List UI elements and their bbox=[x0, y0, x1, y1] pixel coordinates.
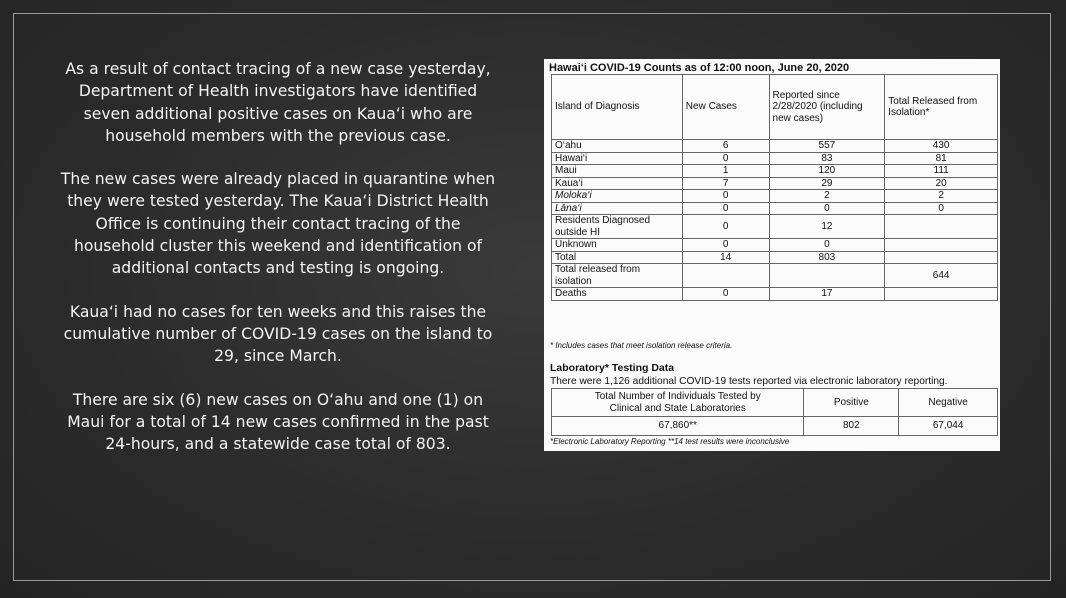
island-name: Maui bbox=[552, 165, 683, 178]
new-cases-value: 0 bbox=[682, 190, 769, 203]
unknown-reported-value: 0 bbox=[769, 239, 885, 252]
paragraph-contact-tracing: As a result of contact tracing of a new case yesterday, Department of Health investigators have identified seven additional positive cases on Kaua‘i who are household members with the previous case. bbox=[65, 60, 491, 145]
deaths-new-value: 0 bbox=[682, 288, 769, 301]
empty-cell bbox=[885, 215, 998, 239]
lab-header-positive: Positive bbox=[804, 389, 899, 417]
paragraph-kauai-cases: Kaua‘i had no cases for ten weeks and this raises the cumulative number of COVID-19 cases on the island to 29, since March. bbox=[63, 302, 493, 366]
total-reported-value: 803 bbox=[769, 251, 885, 264]
residents-reported-value: 12 bbox=[769, 215, 885, 239]
total-released-value: 644 bbox=[885, 264, 998, 288]
table-row bbox=[552, 165, 998, 178]
lab-description: There were 1,126 additional COVID-19 tests reported via electronic laboratory reporting. bbox=[550, 376, 948, 387]
lab-header-total: Total Number of Individuals Tested by Clinical and State Laboratories bbox=[552, 389, 804, 417]
island-name: Hawai‘i bbox=[552, 152, 683, 165]
deaths-label: Deaths bbox=[552, 288, 683, 301]
unknown-row bbox=[552, 239, 998, 252]
island-name: O‘ahu bbox=[552, 140, 683, 153]
header-row bbox=[552, 75, 998, 140]
residents-new-value: 0 bbox=[682, 215, 769, 239]
document-title: Hawai‘i COVID-19 Counts as of 12:00 noon, June 20, 2020 bbox=[549, 62, 850, 74]
released-value: 2 bbox=[885, 190, 998, 203]
reported-value: 29 bbox=[769, 177, 885, 190]
table-row bbox=[552, 177, 998, 190]
deaths-row bbox=[552, 288, 998, 301]
lab-positive-value: 802 bbox=[804, 417, 899, 436]
release-footnote: * Includes cases that meet isolation release criteria. bbox=[550, 341, 733, 350]
paragraph-statewide-total: There are six (6) new cases on O‘ahu and one (1) on Maui for a total of 14 new cases confirmed in the past 24-hours, and a statewide case total of 803. bbox=[67, 390, 489, 454]
lab-title: Laboratory* Testing Data bbox=[550, 362, 675, 374]
reported-value: 557 bbox=[769, 140, 885, 153]
header-released: Total Released from Isolation* bbox=[885, 75, 998, 140]
total-new-value: 14 bbox=[682, 251, 769, 264]
empty-cell bbox=[682, 264, 769, 288]
unknown-label: Unknown bbox=[552, 239, 683, 252]
new-cases-value: 6 bbox=[682, 140, 769, 153]
total-label: Total bbox=[552, 251, 683, 264]
reported-value: 2 bbox=[769, 190, 885, 203]
header-reported: Reported since 2/28/2020 (including new cases) bbox=[769, 75, 885, 140]
new-cases-value: 7 bbox=[682, 177, 769, 190]
table-row bbox=[552, 202, 998, 215]
empty-cell bbox=[885, 251, 998, 264]
lab-testing-table bbox=[551, 388, 998, 436]
reported-value: 120 bbox=[769, 165, 885, 178]
island-name: Lāna‘i bbox=[552, 202, 683, 215]
lab-values-row bbox=[552, 417, 998, 436]
released-value: 111 bbox=[885, 165, 998, 178]
lab-header-negative: Negative bbox=[899, 389, 998, 417]
paragraph-quarantine: The new cases were already placed in quarantine when they were tested yesterday. The Kaua‘i District Health Office is continuing their contact tracing of the household cluster this weekend and identification of additional contacts and testing is ongoing. bbox=[60, 170, 496, 278]
island-counts-table bbox=[551, 74, 998, 301]
released-value: 81 bbox=[885, 152, 998, 165]
released-value: 430 bbox=[885, 140, 998, 153]
table-row bbox=[552, 140, 998, 153]
released-value: 20 bbox=[885, 177, 998, 190]
new-cases-value: 1 bbox=[682, 165, 769, 178]
deaths-reported-value: 17 bbox=[769, 288, 885, 301]
article-text bbox=[55, 58, 501, 455]
reported-value: 83 bbox=[769, 152, 885, 165]
lab-negative-value: 67,044 bbox=[899, 417, 998, 436]
header-island: Island of Diagnosis bbox=[552, 75, 683, 140]
header-new-cases: New Cases bbox=[682, 75, 769, 140]
new-cases-value: 0 bbox=[682, 152, 769, 165]
lab-total-value: 67,860** bbox=[552, 417, 804, 436]
lab-footnote: *Electronic Laboratory Reporting **14 test results were inconclusive bbox=[550, 437, 790, 446]
total-row bbox=[552, 251, 998, 264]
unknown-new-value: 0 bbox=[682, 239, 769, 252]
reported-value: 0 bbox=[769, 202, 885, 215]
empty-cell bbox=[885, 288, 998, 301]
residents-row bbox=[552, 215, 998, 239]
table-row bbox=[552, 152, 998, 165]
empty-cell bbox=[769, 264, 885, 288]
total-released-label: Total released from isolation bbox=[552, 264, 683, 288]
new-cases-value: 0 bbox=[682, 202, 769, 215]
residents-label: Residents Diagnosed outside HI bbox=[552, 215, 683, 239]
released-value: 0 bbox=[885, 202, 998, 215]
island-name: Moloka‘i bbox=[552, 190, 683, 203]
total-released-row bbox=[552, 264, 998, 288]
empty-cell bbox=[885, 239, 998, 252]
table-row bbox=[552, 190, 998, 203]
island-name: Kaua‘i bbox=[552, 177, 683, 190]
covid-counts-document bbox=[544, 59, 1000, 451]
lab-header-row bbox=[552, 389, 998, 417]
